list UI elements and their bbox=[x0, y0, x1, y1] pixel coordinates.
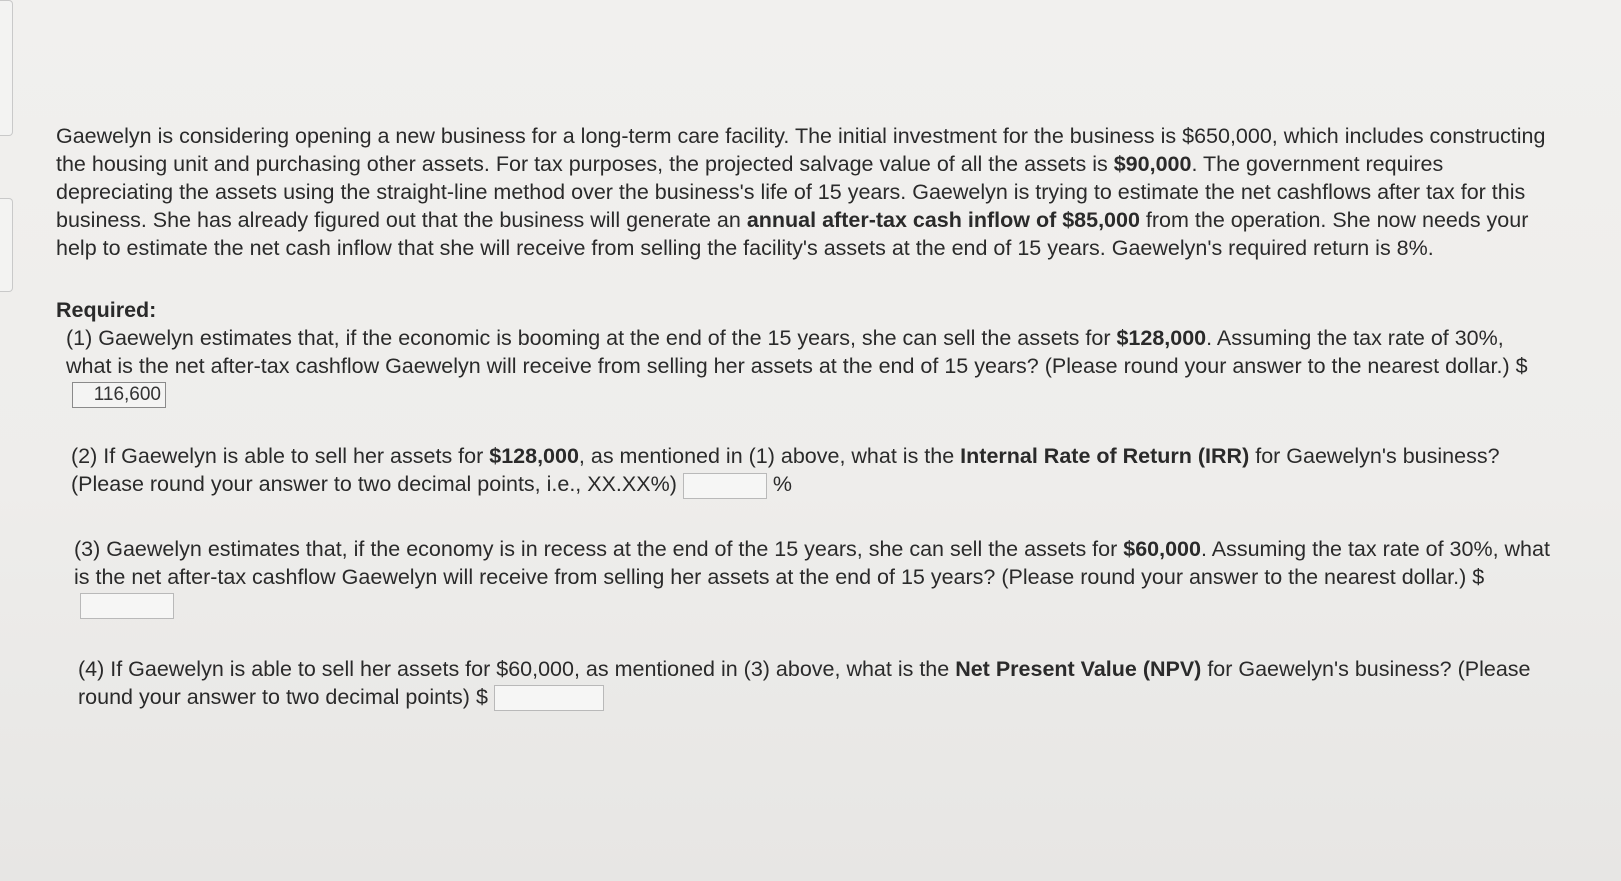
question-text: (3) Gaewelyn estimates that, if the economy is in recess at the end of the 15 years, she can sell the assets for bbox=[74, 536, 1124, 561]
sale-price: $128,000 bbox=[1116, 326, 1207, 350]
intro-text: Gaewelyn is considering opening a new business for a long-term care facility. The initial investment for the business is $650,000, which includes constructing the housing unit and purchasing other assets. For tax purposes, the projected salvage value of all the assets is bbox=[56, 124, 1546, 176]
question-text: . Assuming the tax rate of 30%, what is the net after-tax cashflow Gaewelyn will receive from selling her assets at the end of 15 years? (Please round your answer to the nearest dollar.) $ bbox=[74, 536, 1550, 589]
required-heading: Required: bbox=[56, 298, 157, 322]
question-text: for Gaewelyn's business? (Please round your answer to two decimal points) $ bbox=[78, 656, 1531, 709]
sale-price: $60,000 bbox=[1123, 536, 1201, 561]
question-text: (1) Gaewelyn estimates that, if the economic is booming at the end of the 15 years, she can sell the assets for bbox=[66, 326, 1117, 350]
question-text: for Gaewelyn's business? (Please round your answer to two decimal points, i.e., XX.XX%) bbox=[71, 444, 1500, 497]
npv-term: Net Present Value (NPV) bbox=[955, 656, 1202, 681]
intro-text: from the operation. She now needs your help to estimate the net cash inflow that she will receive from selling the facility's assets at the end of 15 years. Gaewelyn's required return is 8%. bbox=[56, 208, 1529, 260]
intro-text: . The government requires depreciating the assets using the straight-line method over the business's life of 15 years. Gaewelyn is trying to estimate the net cashflows after tax for this business. She has already figured out that the business will generate an bbox=[56, 152, 1526, 232]
page-edge-notch bbox=[0, 0, 13, 136]
percent-unit: % bbox=[772, 472, 792, 497]
question-text: , as mentioned in (3) above, what is the bbox=[573, 656, 956, 681]
question-3 bbox=[74, 535, 1554, 619]
page-edge bbox=[0, 0, 12, 881]
problem-content bbox=[56, 122, 1576, 711]
irr-term: Internal Rate of Return (IRR) bbox=[960, 444, 1250, 469]
sale-price: $60,000 bbox=[496, 656, 574, 681]
answer-2-input[interactable] bbox=[683, 473, 767, 499]
question-text: (4) If Gaewelyn is able to sell her assets for bbox=[78, 656, 497, 681]
salvage-value: $90,000 bbox=[1113, 152, 1192, 176]
answer-3-input[interactable] bbox=[80, 593, 174, 619]
question-text: , as mentioned in (1) above, what is the bbox=[578, 444, 961, 469]
question-2 bbox=[71, 442, 1551, 498]
intro-paragraph bbox=[56, 122, 1556, 262]
question-text: (2) If Gaewelyn is able to sell her assets for bbox=[71, 444, 490, 469]
question-1 bbox=[66, 324, 1546, 408]
answer-4-input[interactable] bbox=[494, 685, 604, 711]
answer-1-input[interactable]: 116,600 bbox=[72, 382, 166, 408]
question-text: . Assuming the tax rate of 30%, what is the net after-tax cashflow Gaewelyn will receive from selling her assets at the end of 15 years? (Please round your answer to the nearest dollar.) $ bbox=[66, 326, 1528, 378]
page-edge-notch bbox=[0, 198, 13, 292]
question-4 bbox=[78, 655, 1558, 711]
sale-price: $128,000 bbox=[489, 444, 579, 469]
annual-inflow: annual after-tax cash inflow of $85,000 bbox=[746, 208, 1140, 232]
